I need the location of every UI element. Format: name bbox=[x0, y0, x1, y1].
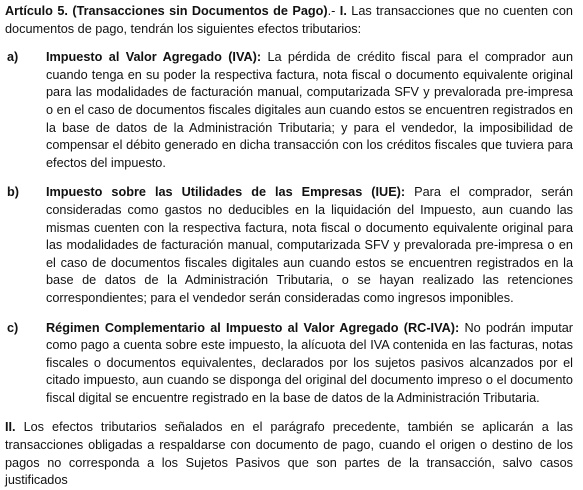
heading-separator: .- bbox=[327, 4, 340, 18]
item-letter: c) bbox=[7, 320, 19, 335]
intro-text: Las transacciones que no cuenten con documentos de pago, tendrán los siguientes efectos tributarios: bbox=[5, 4, 573, 36]
item-letter: a) bbox=[7, 50, 19, 65]
item-title: Impuesto al Valor Agregado (IVA): bbox=[46, 50, 262, 65]
item-body bbox=[46, 184, 573, 307]
section-two-marker: II. bbox=[5, 420, 16, 435]
list-item-a bbox=[5, 49, 573, 172]
article-intro-paragraph bbox=[5, 3, 573, 38]
section-two-paragraph bbox=[5, 419, 573, 489]
item-text: Para el comprador, serán consideradas como gastos no deducibles en la liquidación del Impuesto, aun cuando las mismas cuenten con la respectiva factura, nota fiscal o documento equivalente original para las modalidades de facturación manual, computarizada SFV y prevalorada pre-impresa o en el caso de documentos fiscales digitales aun cuando estos se encuentren registrados en la base de datos de la Administración Tributaria, o se hayan realizado las retenciones correspondientes; para el vendedor serán consideradas como ingresos imponibles. bbox=[46, 185, 573, 305]
list-item-b bbox=[5, 184, 573, 307]
item-letter: b) bbox=[7, 185, 19, 200]
list-item-c bbox=[5, 320, 573, 408]
section-one-marker: I. bbox=[339, 4, 347, 18]
item-title: Impuesto sobre las Utilidades de las Empresas (IUE): bbox=[46, 185, 406, 200]
item-body bbox=[46, 320, 573, 408]
article-heading: Artículo 5. (Transacciones sin Documentos de Pago) bbox=[5, 4, 328, 18]
item-text: No podrán imputar como pago a cuenta sobre este impuesto, la alícuota del IVA contenida en las facturas, notas fiscales o documentos equivalentes, declarados por los sujetos pasivos alcanzados por el citado impuesto, aun cuando se disponga del original del documento impreso o el documento fiscal digital se encuentre registrado en la base de datos de la Administración Tributaria. bbox=[46, 320, 574, 405]
item-title: Régimen Complementario al Impuesto al Valor Agregado (RC-IVA): bbox=[46, 320, 460, 335]
document-page bbox=[5, 3, 573, 490]
section-two-text: Los efectos tributarios señalados en el parágrafo precedente, también se aplicarán a las transacciones obligadas a respaldarse con documento de pago, cuando el origen o destino de los pagos no corresponda a los Sujetos Pasivos que son partes de la transacción, salvo casos justificados bbox=[5, 420, 573, 488]
item-text: La pérdida de crédito fiscal para el comprador aun cuando tenga en su poder la respectiva factura, nota fiscal o documento equivalente original para las modalidades de facturación manual, computarizada SFV y prevalorada pre-impresa o en el caso de documentos fiscales digitales aun cuando estos se encuentren registrados en la base de datos de la Administración Tributaria; y para el vendedor, la imposibilidad de compensar el débito generado en dicha transacción con los créditos fiscales que tuviera para efectos del impuesto. bbox=[46, 50, 573, 170]
item-body bbox=[46, 49, 573, 172]
